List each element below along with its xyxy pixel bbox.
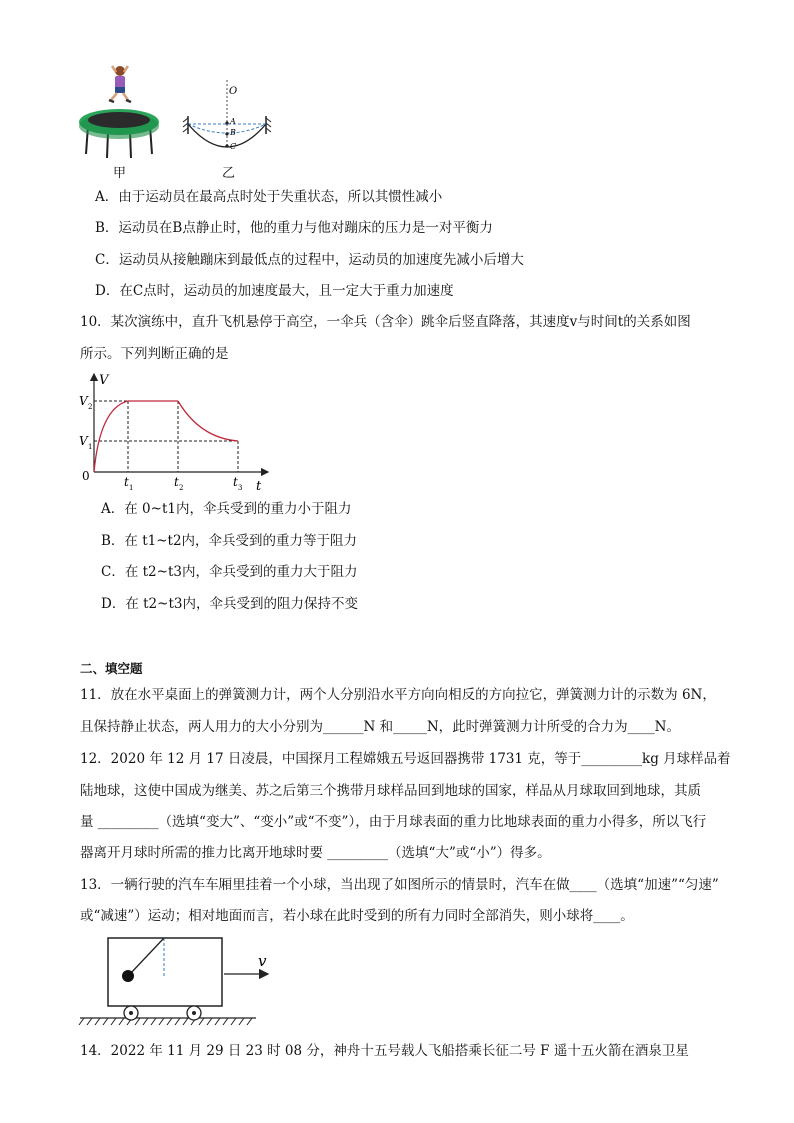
- graph-v1-sub: 1: [88, 443, 93, 451]
- graph-t2-sub: 2: [179, 484, 184, 492]
- pendulum-string: [130, 938, 164, 974]
- velocity-curve-accelerate: [94, 401, 128, 472]
- graph-t3-label: t: [233, 475, 238, 489]
- graph-t3-sub: 3: [238, 484, 243, 492]
- q9-option-a: A．由于运动员在最高点时处于失重状态，所以其惯性减小: [95, 189, 443, 205]
- graph-t-axis-label: t: [256, 479, 262, 492]
- graph-v1-label: V: [79, 434, 88, 448]
- graph-t1-sub: 1: [129, 484, 134, 492]
- q10-option-c: C．在 t2~t3内，伞兵受到的重力大于阻力: [101, 564, 358, 580]
- q12-line2: 陆地球，这使中国成为继美、苏之后第三个携带月球样品回到地球的国家，样品从月球取回到地球，其质: [80, 783, 701, 799]
- point-a-label: A: [230, 117, 236, 126]
- velocity-curve-decelerate: [178, 401, 238, 441]
- q12-line4: 器离开月球时所需的推力比离开地球时要 _________（选填“大”或“小”）得多。: [80, 845, 551, 861]
- q14-line1: 14．2022 年 11 月 29 日 23 时 08 分，神舟十五号载人飞船搭乘长征二号 F 遥十五火箭在酒泉卫星: [80, 1043, 689, 1059]
- graph-v2-label: V: [79, 394, 88, 408]
- pendulum-ball: [122, 970, 134, 982]
- q10-stem-line2: 所示。下列判断正确的是: [80, 346, 229, 362]
- section-fill-in-title: 二、填空题: [80, 661, 143, 676]
- figure-jia-label: 甲: [113, 166, 127, 181]
- velocity-label: v: [258, 952, 267, 970]
- q13-line1: 13．一辆行驶的汽车车厢里挂着一个小球，当出现了如图所示的情景时，汽车在做____（选填“加速”“匀速”: [80, 877, 719, 893]
- bounce-diagram: [180, 74, 276, 160]
- figure-yi-label: 乙: [222, 166, 236, 181]
- q11-line1: 11．放在水平桌面上的弹簧测力计，两个人分别沿水平方向向相反的方向拉它，弹簧测力计的示数为 6N，: [80, 687, 716, 703]
- graph-v-axis-label: V: [99, 373, 109, 388]
- q9-option-c: C．运动员从接触蹦床到最低点的过程中，运动员的加速度先减小后增大: [95, 252, 524, 268]
- graph-v2-sub: 2: [88, 403, 93, 411]
- q11-line2: 且保持静止状态，两人用力的大小分别为______N 和_____N，此时弹簧测力计所受的合力为____N。: [80, 719, 680, 735]
- q12-line1: 12．2020 年 12 月 17 日凌晨，中国探月工程嫦娥五号返回器携带 1731 克，等于_________kg 月球样品着: [80, 751, 731, 767]
- velocity-time-graph: [78, 368, 278, 492]
- trampoline-illustration: [79, 109, 159, 158]
- graph-t2-label: t: [174, 475, 179, 489]
- point-o-label: O: [229, 86, 238, 97]
- q10-option-b: B．在 t1~t2内，伞兵受到的重力等于阻力: [101, 533, 358, 549]
- q10-stem-line1: 10．某次演练中，直升飞机悬停于高空，一伞兵（含伞）跳伞后竖直降落，其速度v与时间t的关系如图: [80, 314, 691, 330]
- q12-line3: 量 _________（选填“变大”、“变小”或“不变”），由于月球表面的重力比地球表面的重力小得多，所以飞行: [80, 814, 707, 830]
- athlete-illustration: [109, 66, 131, 102]
- q13-line2: 或“减速”）运动；相对地面而言，若小球在此时受到的所有力同时全部消失，则小球将____。: [80, 908, 634, 924]
- point-c-label: C: [230, 142, 237, 151]
- q10-option-d: D．在 t2~t3内，伞兵受到的阻力保持不变: [101, 596, 358, 612]
- trampoline-figure: [78, 62, 160, 160]
- graph-origin-label: 0: [82, 469, 90, 483]
- q9-option-d: D．在C点时，运动员的加速度最大，且一定大于重力加速度: [95, 283, 454, 299]
- q10-option-a: A．在 0~t1内，伞兵受到的重力小于阻力: [101, 501, 352, 517]
- q9-option-b: B．运动员在B点静止时，他的重力与他对蹦床的压力是一对平衡力: [95, 220, 493, 236]
- point-b-label: B: [230, 128, 236, 137]
- graph-t1-label: t: [124, 475, 129, 489]
- car-pendulum-figure: [76, 934, 280, 1030]
